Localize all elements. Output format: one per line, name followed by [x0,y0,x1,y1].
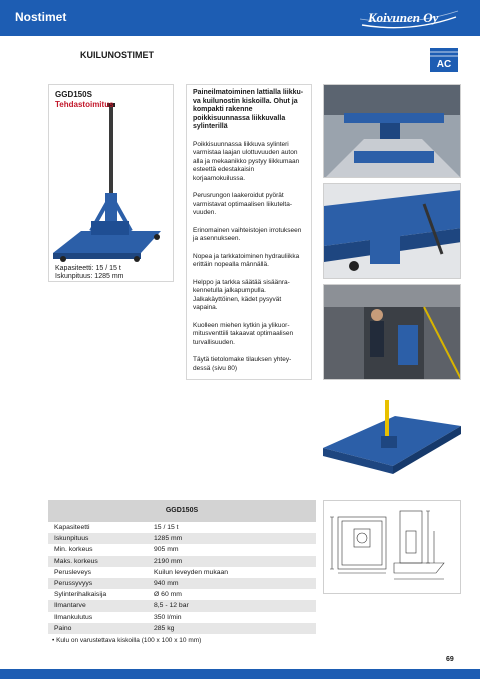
spec-value: 15 / 15 t [154,524,179,531]
spec-label: Iskunpituus [54,535,89,543]
description-paragraph: Nopea ja tarkkatoiminen hydrauliikka erittäin nopealla männällä. [193,252,300,268]
description-paragraph: Helppo ja tarkka säätää sisäänrakennetulla jalkapumpulla. Jalkakäyttöinen, kädet pysyvät vapaina. [193,278,290,311]
spec-label: Ilmankulutus [54,613,93,621]
description-paragraph: Perusrungon laakeroidut pyörät varmistavat optimaalisen liikuteltavuuden. [193,192,292,216]
spec-value: 285 kg [154,624,175,632]
table-row [48,556,316,567]
spec-value: Ø 60 mm [154,591,182,599]
capacity-line: Kapasiteetti: 15 / 15 t [55,265,121,272]
top-bar [0,0,480,36]
section-title: Nostimet [15,10,67,24]
spec-value: 1285 mm [154,535,183,543]
brand-name: Koivunen Oy [368,10,439,25]
factory-label: Tehdastoimitus [55,100,114,109]
page-title: KUILUNOSTIMET [80,50,154,60]
ac-logo-text: AC [436,59,452,70]
spec-table-header: GGD150S [48,500,316,522]
spec-label: Perussyvyys [54,579,93,587]
spec-label: Maks. korkeus [54,557,98,565]
spec-table [48,500,316,644]
spec-label: Paino [54,624,72,632]
spec-label: Sylinterihalkaisija [54,591,107,599]
spec-label: Kapasiteetti [54,524,90,531]
product-card [48,84,174,282]
description-intro: Paineilmatoiminen lattialla liikkuva kuilunostin kiskoilla. Ohut ja kompakti rakenne poikkisuunnassa liikkuvalla sylinterillä [193,89,304,130]
spec-label: Ilmantarve [54,602,86,610]
description-paragraph: Täytä tietolomake tilauksen yhteydessä (sivu 80) [193,356,292,372]
spec-label: Perusleveys [54,568,92,576]
table-row [48,567,316,578]
lift-illustration [51,103,173,263]
photo-mechanic-in-pit [323,284,461,380]
table-row [48,623,316,634]
product-model: GGD150S [55,90,92,99]
table-row [48,600,316,611]
brand-logo [360,7,460,31]
page-number: 69 [446,656,454,663]
spec-value: 2190 mm [154,557,183,565]
spec-label: Min. korkeus [54,546,93,554]
technical-drawing [323,500,461,594]
table-row [48,589,316,600]
table-row [48,522,316,533]
spec-value: 350 l/min [154,613,182,621]
description-paragraph: Kuolleen miehen kytkin ja ylikuormitusventtiili takaavat optimaalisen turvallisuuden. [193,321,294,346]
spec-value: 905 mm [154,546,179,554]
description-paragraph: Erinomainen vaihteistojen irrotukseen ja asennukseen. [193,226,302,242]
description-box [186,84,312,380]
photo-lift-closeup [323,183,461,279]
stroke-line: Iskunpituus: 1285 mm [55,273,124,280]
table-row [48,578,316,589]
photo-lift-in-pit [323,84,461,178]
table-footnote: • Kulu on varustettava kiskoilla (100 x 100 x 10 mm) [52,636,202,644]
ac-logo-icon [430,48,458,72]
bottom-bar [0,669,480,679]
table-row [48,533,316,544]
spec-value: 8,5 - 12 bar [154,602,189,610]
table-row [48,544,316,555]
table-row [48,612,316,623]
spec-value: Kuilun leveyden mukaan [154,568,229,576]
spec-value: 940 mm [154,579,179,587]
photo-lift-frame [323,386,461,478]
description-paragraph: Poikkisuunnassa liikkuva sylinteri varmistaa laajan ulottuvuuden auton alla ja mekaanikko pystyy liikkumaan esteettä edestakaisin korjaamokuilussa. [193,140,300,182]
